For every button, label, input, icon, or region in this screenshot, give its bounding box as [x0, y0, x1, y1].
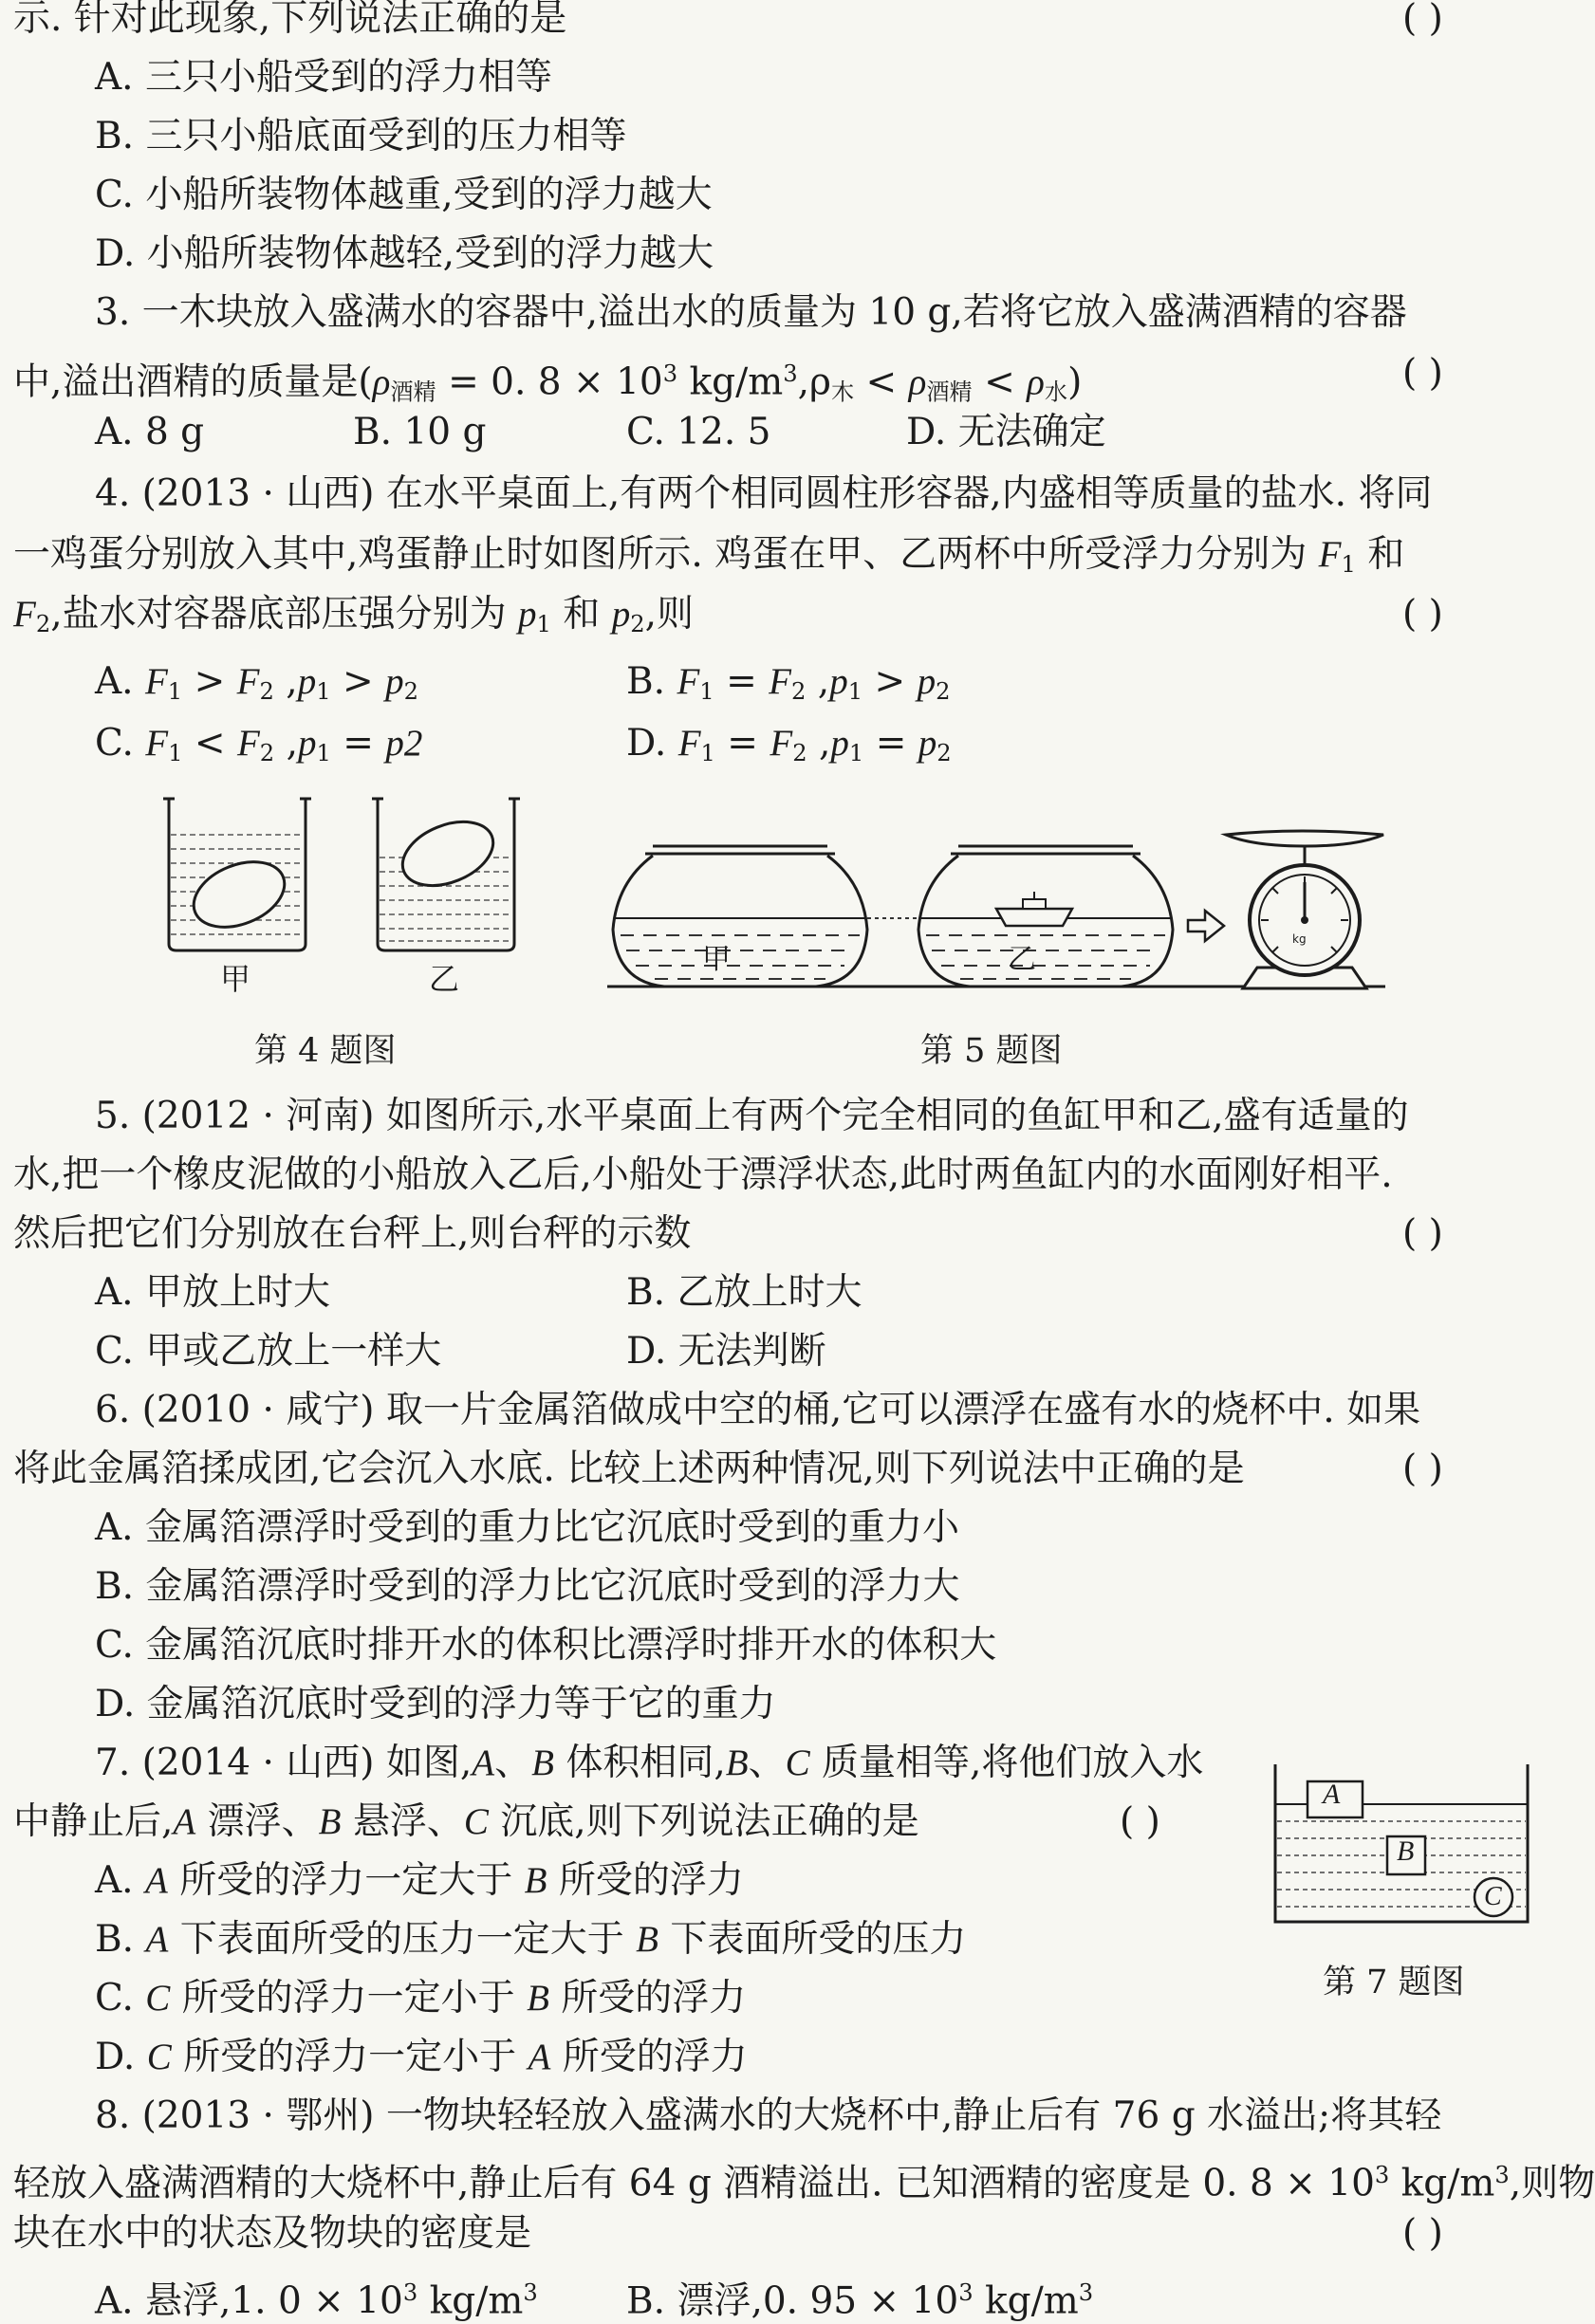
q8-line-3: 块在水中的状态及物块的密度是 [13, 2212, 532, 2255]
q4-option-b: B. $F_1 = F_2$ $,p_1 > p_2$ [626, 660, 951, 706]
q2-option-b: B. 三只小船底面受到的压力相等 [95, 115, 627, 157]
q2-answer-bracket: ( ) [1402, 0, 1443, 40]
clay-boat [996, 892, 1072, 926]
q6-option-c: C. 金属箔沉底时排开水的体积比漂浮时排开水的体积大 [95, 1624, 997, 1667]
arrow-icon [1188, 911, 1224, 941]
q6-line-1: 6. (2010 · 咸宁) 取一片金属箔做成中空的桶,它可以漂浮在盛有水的烧杯中. 如果 [95, 1389, 1421, 1431]
q3-option-d: D. 无法确定 [906, 411, 1106, 453]
q7-option-d: D. C 所受的浮力一定小于 A 所受的浮力 [95, 2036, 748, 2078]
q7-line-2: 中静止后,A 漂浮、B 悬浮、C 沉底,则下列说法正确的是 [13, 1800, 919, 1843]
q6-line-2: 将此金属箔揉成团,它会沉入水底. 比较上述两种情况,则下列说法中正确的是 [13, 1448, 1245, 1490]
q3-line-1: 3. 一木块放入盛满水的容器中,溢出水的质量为 10 g,若将它放入盛满酒精的容器 [95, 291, 1407, 334]
q7-option-a: A. A 所受的浮力一定大于 B 所受的浮力 [95, 1859, 744, 1902]
q6-option-a: A. 金属箔漂浮时受到的重力比它沉底时受到的重力小 [95, 1506, 959, 1549]
q5-line-2: 水,把一个橡皮泥做的小船放入乙后,小船处于漂浮状态,此时两鱼缸内的水面刚好相平. [13, 1153, 1393, 1196]
platform-scale [1226, 831, 1383, 988]
q7-option-b: B. A 下表面所受的压力一定大于 B 下表面所受的压力 [95, 1918, 967, 1961]
tank-yi [918, 846, 1173, 987]
q6-option-d: D. 金属箔沉底时受到的浮力等于它的重力 [95, 1683, 776, 1725]
q2-stem-end: 示. 针对此现象,下列说法正确的是 [13, 0, 567, 40]
q6-answer-bracket: ( ) [1402, 1448, 1443, 1490]
q5-option-c: C. 甲或乙放上一样大 [95, 1330, 442, 1373]
q8-option-a: A. 悬浮,1. $0 \times 10^3$ $kg/m^3$ [95, 2279, 538, 2323]
q3-option-a: A. 8 g [95, 411, 205, 453]
q4-line-2: 一鸡蛋分别放入其中,鸡蛋静止时如图所示. 鸡蛋在甲、乙两杯中所受浮力分别为 $F_1$ 和 [13, 533, 1405, 579]
figure-4-caption: 第 4 题图 [254, 1032, 397, 1070]
cup-right-label: 乙 [429, 961, 460, 997]
cup-left-label: 甲 [220, 961, 251, 997]
q5-line-3: 然后把它们分别放在台秤上,则台秤的示数 [13, 1212, 692, 1255]
q5-option-a: A. 甲放上时大 [95, 1271, 330, 1314]
q5-line-1: 5. (2012 · 河南) 如图所示,水平桌面上有两个完全相同的鱼缸甲和乙,盛有适量的 [95, 1095, 1409, 1137]
q8-answer-bracket: ( ) [1402, 2212, 1443, 2255]
q7-option-c: C. C 所受的浮力一定小于 B 所受的浮力 [95, 1977, 747, 2020]
scale-unit-label: kg [1292, 932, 1307, 946]
q2-option-d: D. 小船所装物体越轻,受到的浮力越大 [95, 232, 714, 275]
q4-line-3: $F_2$,盐水对容器底部压强分别为 $p_1$ 和 $p_2$,则 [13, 593, 695, 638]
q3-line-2: 中,溢出酒精的质量是($\rho_{酒精} = 0$. $8 \times 10^3$ $kg/m^3,\rho_木 < \rho_{酒精} < \rho_水$) [13, 360, 1083, 406]
ball-c-label: C [1484, 1882, 1502, 1911]
q4-option-c: C. $F_1 < F_2$ $,p_1 = p2$ [95, 722, 423, 767]
q3-option-c: C. 12. 5 [626, 411, 771, 453]
figure-7-caption: 第 7 题图 [1323, 1964, 1465, 2001]
q8-line-1: 8. (2013 · 鄂州) 一物块轻轻放入盛满水的大烧杯中,静止后有 76 g 水溢出;将其轻 [95, 2094, 1442, 2137]
q5-answer-bracket: ( ) [1402, 1212, 1443, 1255]
tank-jia [613, 846, 867, 987]
q6-option-b: B. 金属箔漂浮时受到的浮力比它沉底时受到的浮力大 [95, 1565, 960, 1608]
cup-left [163, 799, 311, 950]
q4-option-a: A. $F_1 > F_2$ $,p_1 > p_2$ [95, 660, 418, 706]
q4-answer-bracket: ( ) [1402, 593, 1443, 636]
q7-line-1: 7. (2014 · 山西) 如图,A、B 体积相同,B、C 质量相等,将他们放入水 [95, 1742, 1204, 1784]
q4-line-1: 4. (2013 · 山西) 在水平桌面上,有两个相同圆柱形容器,内盛相等质量的盐水. 将同 [95, 472, 1433, 515]
figure-5-caption: 第 5 题图 [920, 1032, 1063, 1070]
q2-option-a: A. 三只小船受到的浮力相等 [95, 56, 552, 99]
q2-option-c: C. 小船所装物体越重,受到的浮力越大 [95, 174, 713, 216]
egg-right [393, 809, 502, 897]
tank-jia-label: 甲 [702, 943, 731, 976]
block-a-label: A [1323, 1779, 1341, 1810]
q3-answer-bracket: ( ) [1402, 352, 1443, 395]
q4-option-d: D. $F_1 = F_2$ $,p_1 = p_2$ [626, 722, 952, 767]
figure-4-cups [152, 797, 531, 1015]
q7-answer-bracket: ( ) [1120, 1800, 1160, 1843]
q5-option-b: B. 乙放上时大 [626, 1271, 862, 1314]
q8-line-2: 轻放入盛满酒精的大烧杯中,静止后有 64 g 酒精溢出. 已知酒精的密度是 0. $8 \times 10^3$ $kg/m^3$,则物 [13, 2162, 1595, 2205]
tank-yi-label: 乙 [1008, 943, 1036, 976]
q5-option-d: D. 无法判断 [626, 1330, 826, 1373]
cup-right [372, 799, 520, 950]
q3-option-b: B. 10 g [353, 411, 487, 453]
q8-option-b: B. 漂浮,0. $95 \times 10^3$ $kg/m^3$ [626, 2279, 1094, 2323]
block-b-label: B [1397, 1835, 1415, 1867]
